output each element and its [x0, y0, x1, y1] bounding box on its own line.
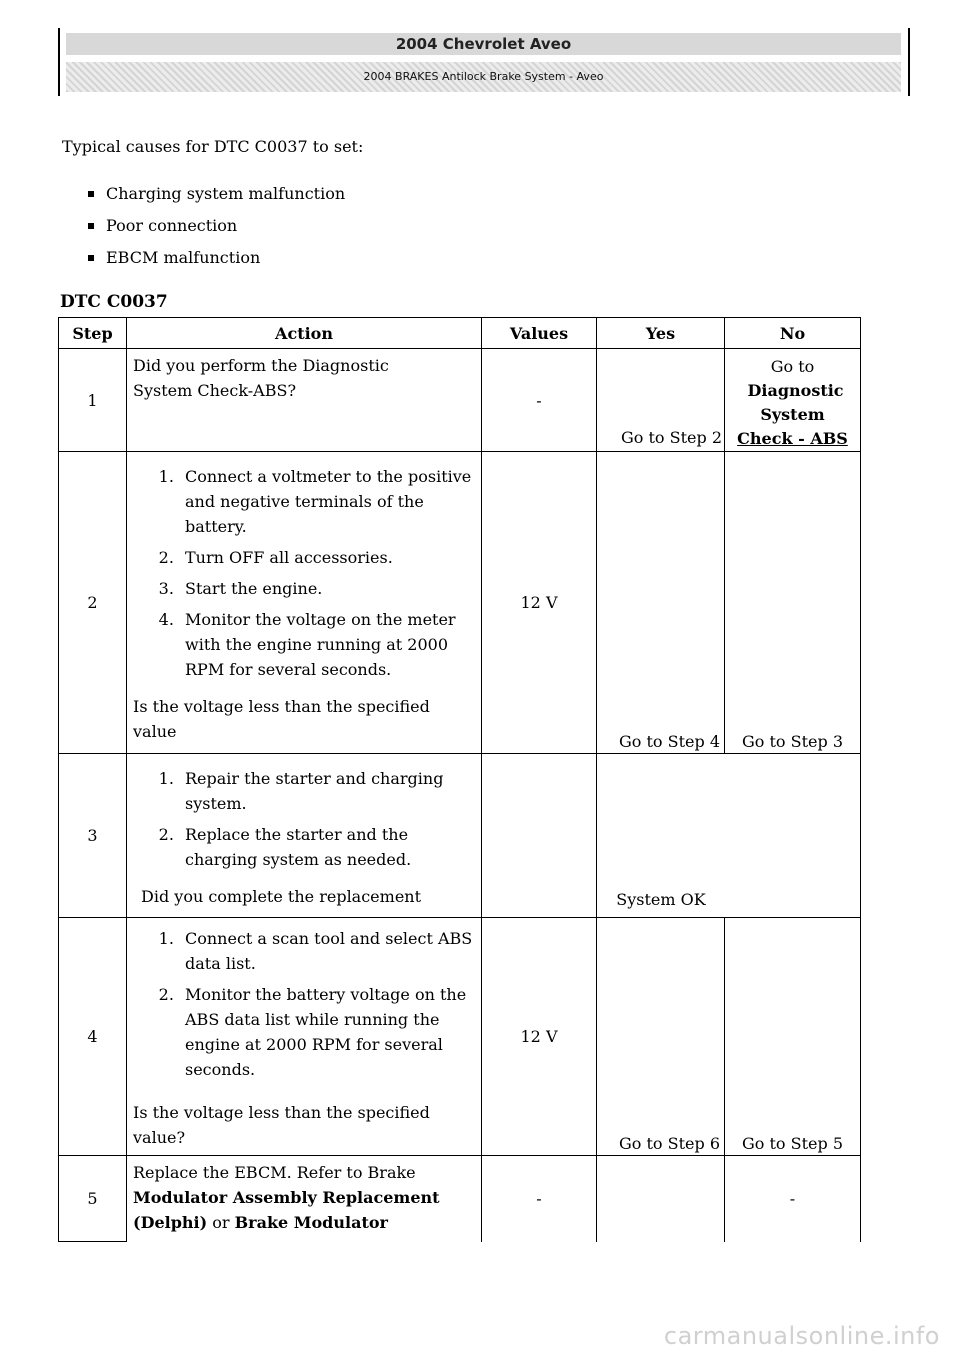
list-item: 1. Repair the starter and charging system.: [179, 766, 475, 816]
document-subtitle: 2004 BRAKES Antilock Brake System - Aveo: [66, 62, 901, 92]
action-text: Replace the EBCM. Refer to Brake: [133, 1163, 416, 1182]
col-header-no: No: [725, 318, 861, 349]
no-cell: [725, 349, 861, 452]
list-item: Poor connection: [88, 214, 345, 246]
list-item: 2. Replace the starter and the charging system as needed.: [179, 822, 475, 872]
value-cell: 12 V: [482, 918, 597, 1156]
no-link[interactable]: Go to Step 5: [741, 1134, 843, 1153]
question-text: Did you complete the replacement: [141, 887, 422, 906]
table-row: [59, 452, 861, 754]
step-number: 4: [59, 918, 127, 1156]
action-text: Did you perform the Diagnostic System Check-ABS?: [133, 356, 389, 400]
table-row: [59, 754, 861, 918]
no-cell: -: [725, 1156, 861, 1242]
step-number: 3: [59, 754, 127, 918]
yes-link[interactable]: Go to Step 2: [620, 428, 722, 447]
value-cell: [482, 754, 597, 918]
question-text: Is the voltage less than the specified value?: [133, 1103, 430, 1147]
no-link[interactable]: Go to Step 3: [741, 732, 843, 751]
yes-link[interactable]: Go to Step 4: [618, 732, 720, 751]
no-cell: [725, 452, 861, 754]
list-item: Charging system malfunction: [88, 182, 345, 214]
table-row: [59, 918, 861, 1156]
step-number: 1: [59, 349, 127, 452]
action-cell: [127, 918, 482, 1156]
col-header-values: Values: [482, 318, 597, 349]
yes-link[interactable]: System OK: [616, 890, 706, 909]
document-title: 2004 Chevrolet Aveo: [66, 33, 901, 55]
value-cell: -: [482, 349, 597, 452]
yes-link[interactable]: Go to Step 6: [618, 1134, 720, 1153]
list-item: 4. Monitor the voltage on the meter with the engine running at 2000 RPM for several seconds.: [179, 607, 475, 682]
step-number: 2: [59, 452, 127, 754]
action-cell: [127, 452, 482, 754]
value-cell: 12 V: [482, 452, 597, 754]
yes-cell: [597, 452, 725, 754]
list-item: 1. Connect a scan tool and select ABS data list.: [179, 926, 475, 976]
table-header-row: [59, 318, 861, 349]
question-text: Is the voltage less than the specified value: [133, 697, 430, 741]
modulator-replacement-link[interactable]: Modulator Assembly Replacement: [133, 1188, 440, 1207]
step-number: 5: [59, 1156, 127, 1242]
dtc-heading: DTC C0037: [60, 292, 168, 312]
yes-cell: [597, 1156, 725, 1242]
action-cell: [127, 1156, 482, 1242]
value-cell: -: [482, 1156, 597, 1242]
yes-cell: [597, 349, 725, 452]
table-row: [59, 1156, 861, 1242]
diagnostic-system-check-link[interactable]: Check - ABS: [737, 429, 848, 448]
action-text-or: or: [212, 1213, 230, 1232]
no-link-part[interactable]: Diagnostic System: [747, 381, 844, 424]
list-item: EBCM malfunction: [88, 246, 345, 278]
list-item: 1. Connect a voltmeter to the positive and negative terminals of the battery.: [179, 464, 475, 539]
diagnostic-table: [58, 317, 861, 1242]
delphi-link[interactable]: (Delphi): [133, 1213, 208, 1232]
list-item: 2. Turn OFF all accessories.: [179, 545, 475, 570]
action-cell: [127, 349, 482, 452]
intro-text: Typical causes for DTC C0037 to set:: [62, 137, 364, 156]
table-row: [59, 349, 861, 452]
list-item: 3. Start the engine.: [179, 576, 475, 601]
watermark-text: carmanualsonline.info: [663, 1322, 940, 1350]
no-cell: [725, 918, 861, 1156]
col-header-action: Action: [127, 318, 482, 349]
col-header-yes: Yes: [597, 318, 725, 349]
yes-cell: [597, 918, 725, 1156]
causes-list: [88, 182, 345, 278]
yes-cell: [597, 754, 861, 918]
col-header-step: Step: [59, 318, 127, 349]
list-item: 2. Monitor the battery voltage on the ABS data list while running the engine at 2000 RPM for several seconds.: [179, 982, 475, 1082]
action-cell: [127, 754, 482, 918]
no-prefix: Go to: [770, 357, 815, 376]
brake-modulator-link[interactable]: Brake Modulator: [234, 1213, 388, 1232]
